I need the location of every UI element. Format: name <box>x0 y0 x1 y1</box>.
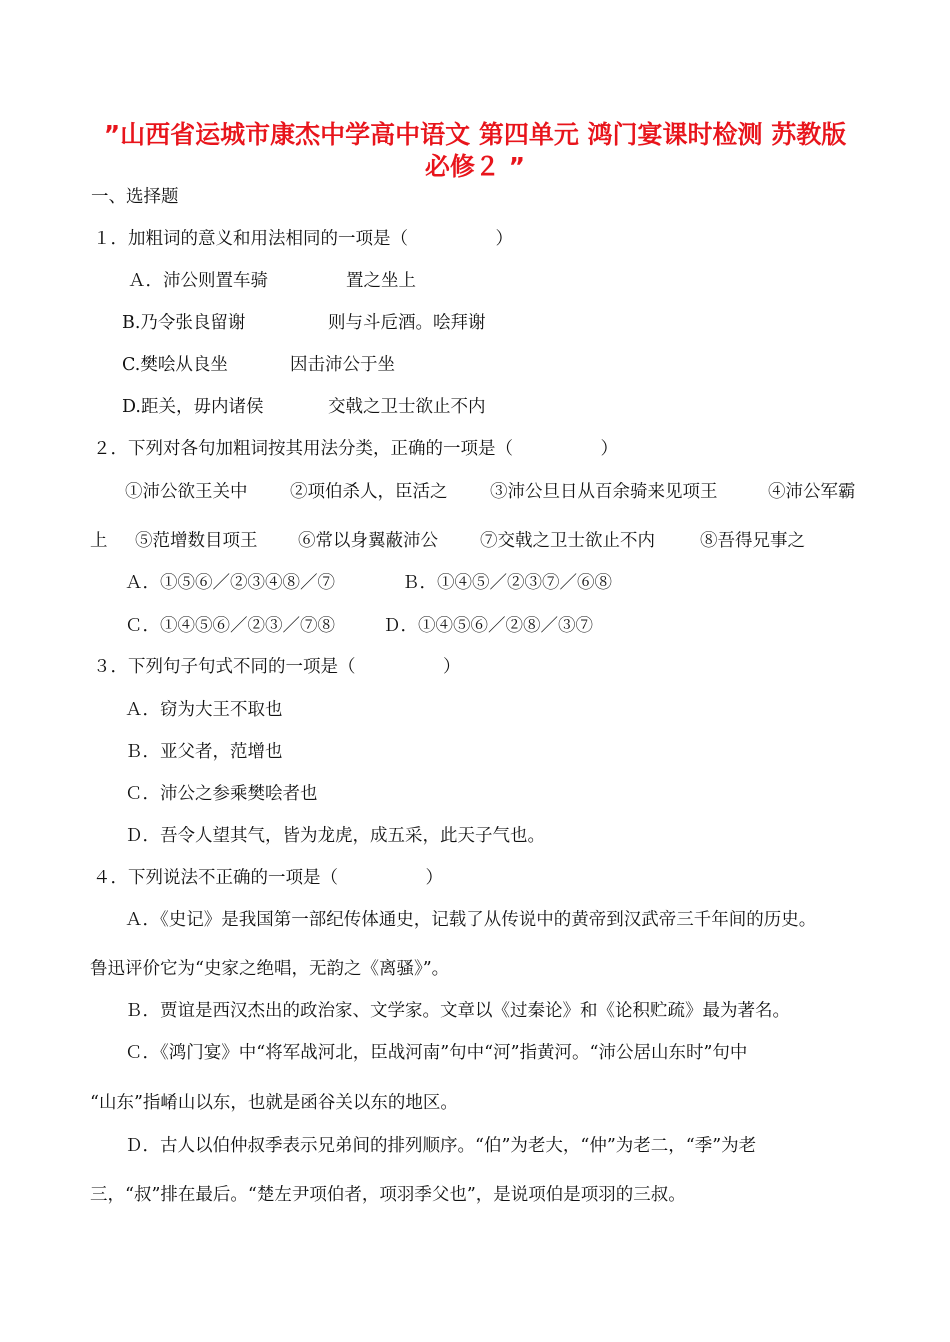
q4-option-c-line-1: Ｃ．《鸿门宴》中“将军战河北，臣战河南”句中“河”指黄河。“沛公居山东时”句中 <box>125 1043 748 1063</box>
question-3-stem: ３．下列句子句式不同的一项是（ ） <box>93 657 461 677</box>
option-c-left: C.樊哙从良坐 <box>122 355 228 375</box>
question-1-stem: １．加粗词的意义和用法相同的一项是（ ） <box>93 229 513 249</box>
q3-option-b: Ｂ．亚父者，范增也 <box>125 742 283 762</box>
q4-option-a-line-1: Ａ．《史记》是我国第一部纪传体通史，记载了从传说中的黄帝到汉武帝三千年间的历史。 <box>125 910 817 930</box>
option-c-right: 因击沛公于坐 <box>290 355 395 375</box>
option-b-right: 则与斗卮酒。哙拜谢 <box>328 313 486 333</box>
q2-item-4-cont: 上 <box>90 531 108 551</box>
q4-option-c-line-2: “山东”指崤山以东，也就是函谷关以东的地区。 <box>90 1093 458 1113</box>
q2-option-c: Ｃ．①④⑤⑥／②③／⑦⑧ <box>125 616 335 636</box>
option-d-left: D.距关，毋内诸侯 <box>122 397 264 417</box>
q3-option-d: Ｄ．吾令人望其气，皆为龙虎，成五采，此天子气也。 <box>125 826 545 846</box>
q2-item-2: ②项伯杀人，臣活之 <box>290 482 448 502</box>
q2-option-d: Ｄ．①④⑤⑥／②⑧／③⑦ <box>383 616 593 636</box>
q4-option-a-line-2: 鲁迅评价它为“史家之绝唱，无韵之《离骚》”。 <box>90 959 450 979</box>
page-title-line-1: ”山西省运城市康杰中学高中语文 第四单元 鸿门宴课时检测 苏教版 <box>103 120 847 149</box>
option-a-right: 置之坐上 <box>346 271 416 291</box>
page-title-line-2: 必修２ ” <box>424 152 526 181</box>
q2-item-6: ⑥常以身翼蔽沛公 <box>298 531 438 551</box>
q4-option-b: Ｂ．贾谊是西汉杰出的政治家、文学家。文章以《过秦论》和《论积贮疏》最为著名。 <box>125 1001 790 1021</box>
q2-item-8: ⑧吾得兄事之 <box>700 531 805 551</box>
q3-option-a: Ａ．窃为大王不取也 <box>125 700 283 720</box>
q2-item-4: ④沛公军霸 <box>768 482 856 502</box>
q2-option-b: Ｂ．①④⑤／②③⑦／⑥⑧ <box>402 573 612 593</box>
q2-item-1: ①沛公欲王关中 <box>125 482 248 502</box>
q2-option-a: Ａ．①⑤⑥／②③④⑧／⑦ <box>125 573 335 593</box>
q3-option-c: Ｃ．沛公之参乘樊哙者也 <box>125 784 318 804</box>
q4-option-d-line-2: 三，“叔”排在最后。“楚左尹项伯者，项羽季父也”，是说项伯是项羽的三叔。 <box>90 1185 686 1205</box>
question-4-stem: ４．下列说法不正确的一项是（ ） <box>93 868 443 888</box>
q2-item-3: ③沛公旦日从百余骑来见项王 <box>490 482 718 502</box>
question-2-stem: ２．下列对各句加粗词按其用法分类，正确的一项是（ ） <box>93 439 618 459</box>
option-b-left: B.乃令张良留谢 <box>122 313 246 333</box>
q2-item-7: ⑦交戟之卫士欲止不内 <box>480 531 655 551</box>
section-heading: 一、选择题 <box>91 187 179 207</box>
q2-item-5: ⑤范增数目项王 <box>135 531 258 551</box>
option-d-right: 交戟之卫士欲止不内 <box>328 397 486 417</box>
option-a-left: Ａ．沛公则置车骑 <box>128 271 268 291</box>
q4-option-d-line-1: Ｄ．古人以伯仲叔季表示兄弟间的排列顺序。“伯”为老大，“仲”为老二，“季”为老 <box>125 1136 757 1156</box>
